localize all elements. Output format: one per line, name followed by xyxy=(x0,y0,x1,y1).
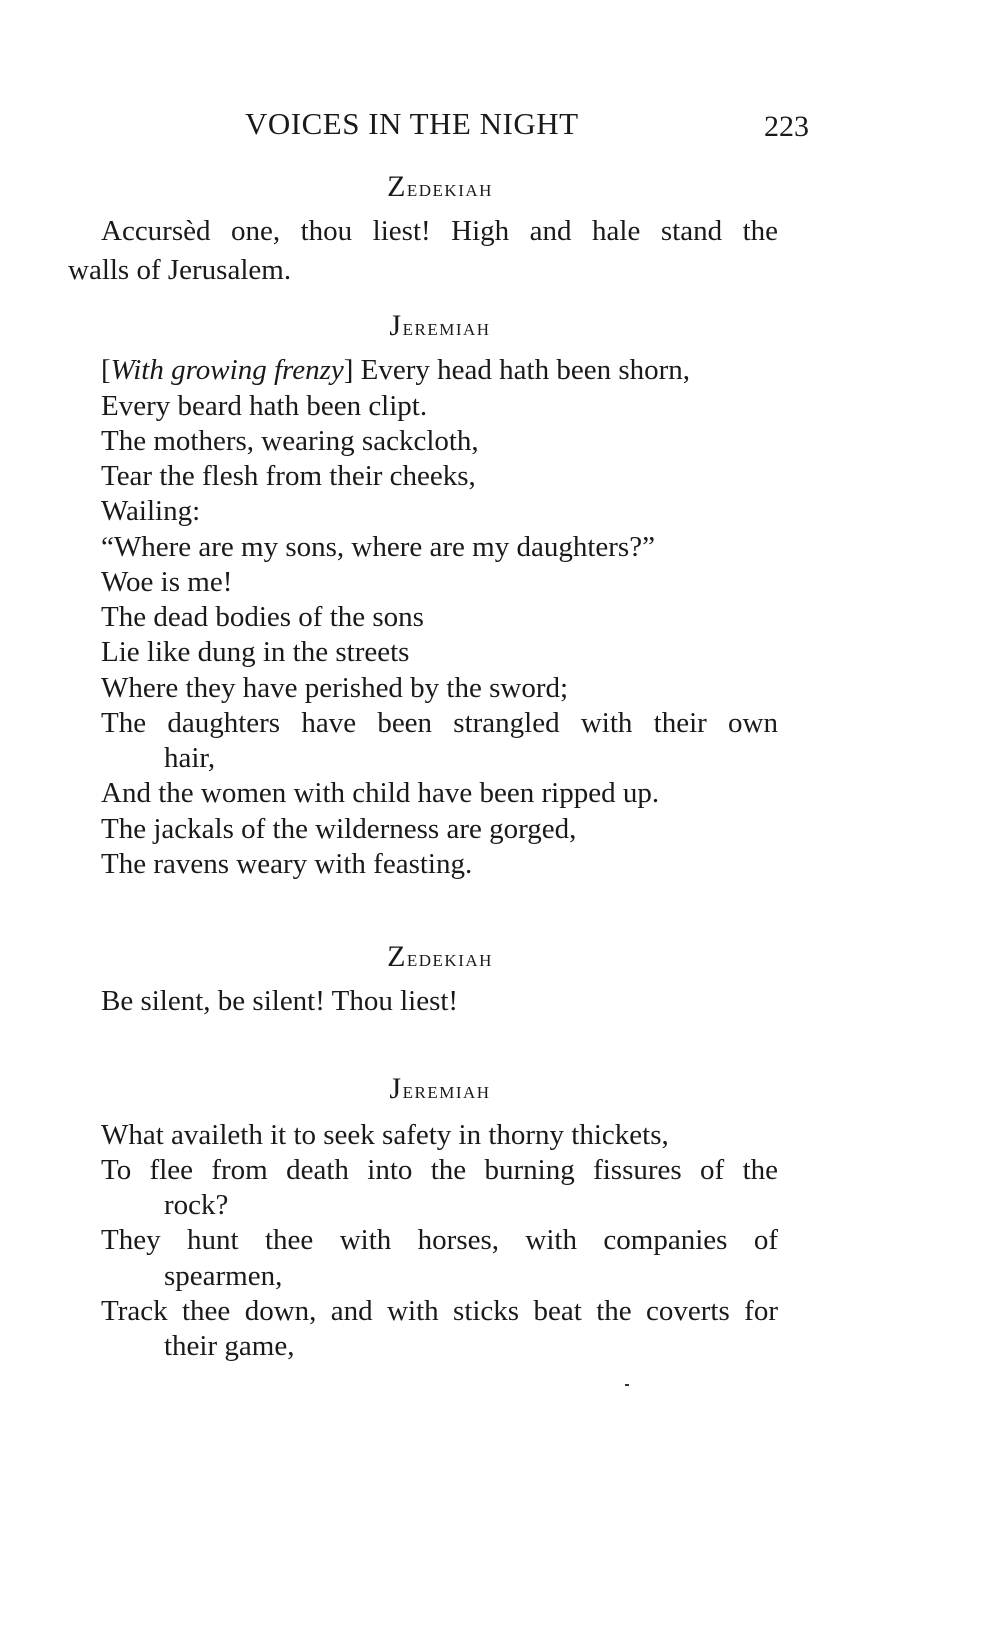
speaker-name: Jeremiah xyxy=(389,309,491,342)
speech-line: walls of Jerusalem. xyxy=(68,254,292,286)
speech-line: And the women with child have been ripped up. xyxy=(101,777,660,809)
stage-direction: With growing frenzy xyxy=(110,354,344,386)
speech-line: Lie like dung in the streets xyxy=(101,636,410,668)
speech-line: Accursèd one, thou liest! High and hale stand the xyxy=(101,215,778,247)
speech-line-continuation: their game, xyxy=(164,1330,295,1362)
speech-line-continuation: hair, xyxy=(164,742,216,774)
speech-line: Woe is me! xyxy=(101,566,233,598)
speech-line: Where they have perished by the sword; xyxy=(101,672,569,704)
speech-line: Every beard hath been clipt. xyxy=(101,390,428,422)
speech-line: They hunt thee with horses, with companies of xyxy=(101,1224,778,1256)
speaker-name: Jeremiah xyxy=(389,1072,491,1105)
speech-line: Track thee down, and with sticks beat the coverts for xyxy=(101,1295,778,1327)
speech-line: What availeth it to seek safety in thorny thickets, xyxy=(101,1119,669,1151)
speech-line-continuation: rock? xyxy=(164,1189,229,1221)
speech-line: Be silent, be silent! Thou liest! xyxy=(101,985,459,1017)
speech-line: To flee from death into the burning fissures of the xyxy=(101,1154,778,1186)
speech-line: The daughters have been strangled with their own xyxy=(101,707,778,739)
speech-line: Every head hath been shorn, xyxy=(360,354,691,386)
speech-line: The jackals of the wilderness are gorged, xyxy=(101,813,577,845)
speech-line-with-stage-direction: [With growing frenzy] Every head hath been shorn, xyxy=(101,354,691,386)
speech-line: The mothers, wearing sackcloth, xyxy=(101,425,479,457)
speaker-name: Zedekiah xyxy=(387,940,493,973)
speaker-name: Zedekiah xyxy=(387,170,493,203)
running-title: VOICES IN THE NIGHT xyxy=(245,106,579,141)
speech-line: Tear the flesh from their cheeks, xyxy=(101,460,476,492)
speech-line: “Where are my sons, where are my daughters?” xyxy=(101,531,655,563)
page-number: 223 xyxy=(764,110,809,143)
speech-line-continuation: spearmen, xyxy=(164,1260,283,1292)
print-speck xyxy=(625,1384,629,1386)
speech-line: The dead bodies of the sons xyxy=(101,601,424,633)
speech-line: The ravens weary with feasting. xyxy=(101,848,473,880)
speech-line: Wailing: xyxy=(101,495,201,527)
